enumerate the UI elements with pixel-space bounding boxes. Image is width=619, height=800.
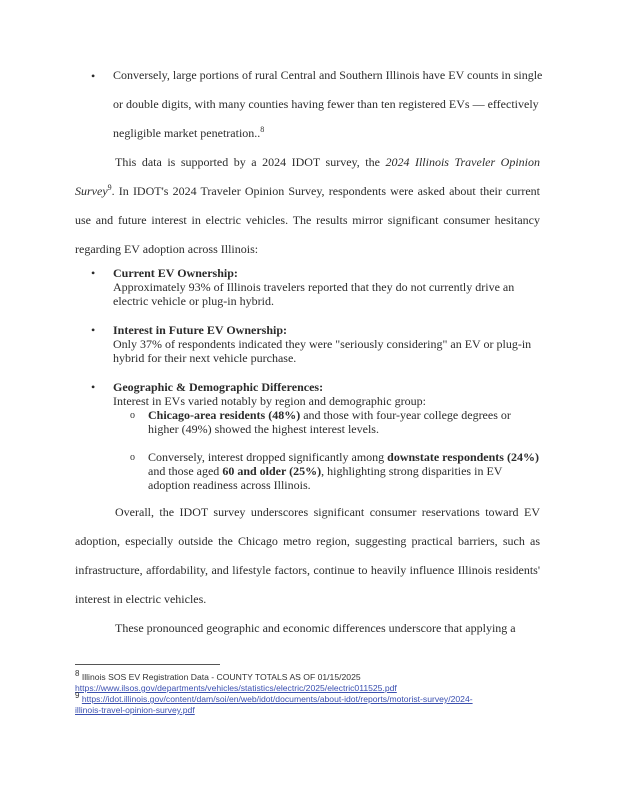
paragraph-overall: Overall, the IDOT survey underscores significant consumer reservations toward EV adoption, especially outside the Chicago metro region, suggesting practical barriers, such as infrastructure, affordability, and lifestyle factors, continue to heavily influence Illinois residents' interest in electric vehicles. (75, 505, 540, 606)
footnote-8-link[interactable]: https://www.ilsos.gov/departments/vehicles/statistics/electric/2025/electric011525.pdf (75, 683, 397, 693)
downstate-text-3: , highlighting strong disparities in EV adoption readiness across Illinois. (148, 464, 503, 492)
footnote-9-link-cont[interactable]: illinois-travel-opinion-survey.pdf (75, 705, 195, 715)
intro-line-3-text: negligible market penetration.. (113, 126, 261, 140)
bullet-current-ownership (113, 266, 541, 308)
footnote-ref-9[interactable]: 9 (107, 183, 112, 192)
footnote-number: 8 (75, 669, 80, 679)
bullet-marker: • (91, 380, 96, 394)
footnote-divider (75, 664, 220, 665)
footnote-9 (75, 691, 555, 716)
bullet-future-ownership (113, 323, 541, 365)
bullet-heading: Current EV Ownership: (113, 266, 238, 280)
intro-bullet (113, 61, 543, 148)
paragraph-differences: These pronounced geographic and economic differences underscore that applying a (115, 621, 516, 635)
bullet-text: Approximately 93% of Illinois travelers reported that they do not currently drive an electric vehicle or plug-in hybrid. (113, 280, 515, 308)
footnote-9-link[interactable]: https://idot.illinois.gov/content/dam/soi/en/web/idot/documents/about-idot/reports/motorist-survey/2024- (81, 694, 473, 704)
paragraph-survey-intro (75, 148, 540, 264)
footnote-number: 9 (75, 691, 80, 701)
bullet-text: Interest in EVs varied notably by region and demographic group: (113, 394, 426, 408)
bullet-marker: • (91, 323, 96, 337)
bullet-marker: • (91, 69, 96, 83)
footnote-8 (75, 669, 555, 694)
bullet-text: Only 37% of respondents indicated they were "seriously considering" an EV or plug-in hybrid for their next vehicle purchase. (113, 337, 532, 365)
intro-line-1: Conversely, large portions of rural Central and Southern Illinois have EV counts in single (113, 68, 543, 82)
sub-bullet-chicago (148, 408, 542, 436)
bullet-geographic-differences (113, 380, 541, 408)
downstate-stat: downstate respondents (24%) (387, 450, 539, 464)
intro-line-2: or double digits, with many counties having fewer than ten registered EVs — effectively (113, 97, 539, 111)
chicago-stat: Chicago-area residents (48%) (148, 408, 301, 422)
bullet-heading: Interest in Future EV Ownership: (113, 323, 288, 337)
para1-lead: This data is supported by a 2024 IDOT survey, the (115, 155, 386, 169)
downstate-text-2: and those aged (148, 464, 223, 478)
intro-line-3 (113, 119, 543, 148)
bullet-marker: • (91, 266, 96, 280)
bullet-heading: Geographic & Demographic Differences: (113, 380, 324, 394)
chicago-text: and those with four-year college degrees or higher (49%) showed the highest interest levels. (148, 408, 511, 436)
footnote-8-label (75, 669, 555, 683)
sub-bullet-marker: o (130, 410, 135, 421)
para1-body: . In IDOT's 2024 Traveler Opinion Survey, respondents were asked about their current use and future interest in electric vehicles. The results mirror significant consumer hesitancy regarding EV adoption across Illinois: (75, 184, 540, 256)
age-stat: 60 and older (25%) (222, 464, 322, 478)
footnote-text: Illinois SOS EV Registration Data - COUNTY TOTALS AS OF 01/15/2025 (81, 672, 361, 682)
sub-bullet-marker: o (130, 452, 135, 463)
downstate-text-1: Conversely, interest dropped significantly among (148, 450, 388, 464)
survey-title: 2024 Illinois Traveler Opinion Survey (75, 155, 540, 198)
sub-bullet-downstate (148, 450, 542, 492)
footnote-ref-8[interactable]: 8 (260, 125, 265, 134)
